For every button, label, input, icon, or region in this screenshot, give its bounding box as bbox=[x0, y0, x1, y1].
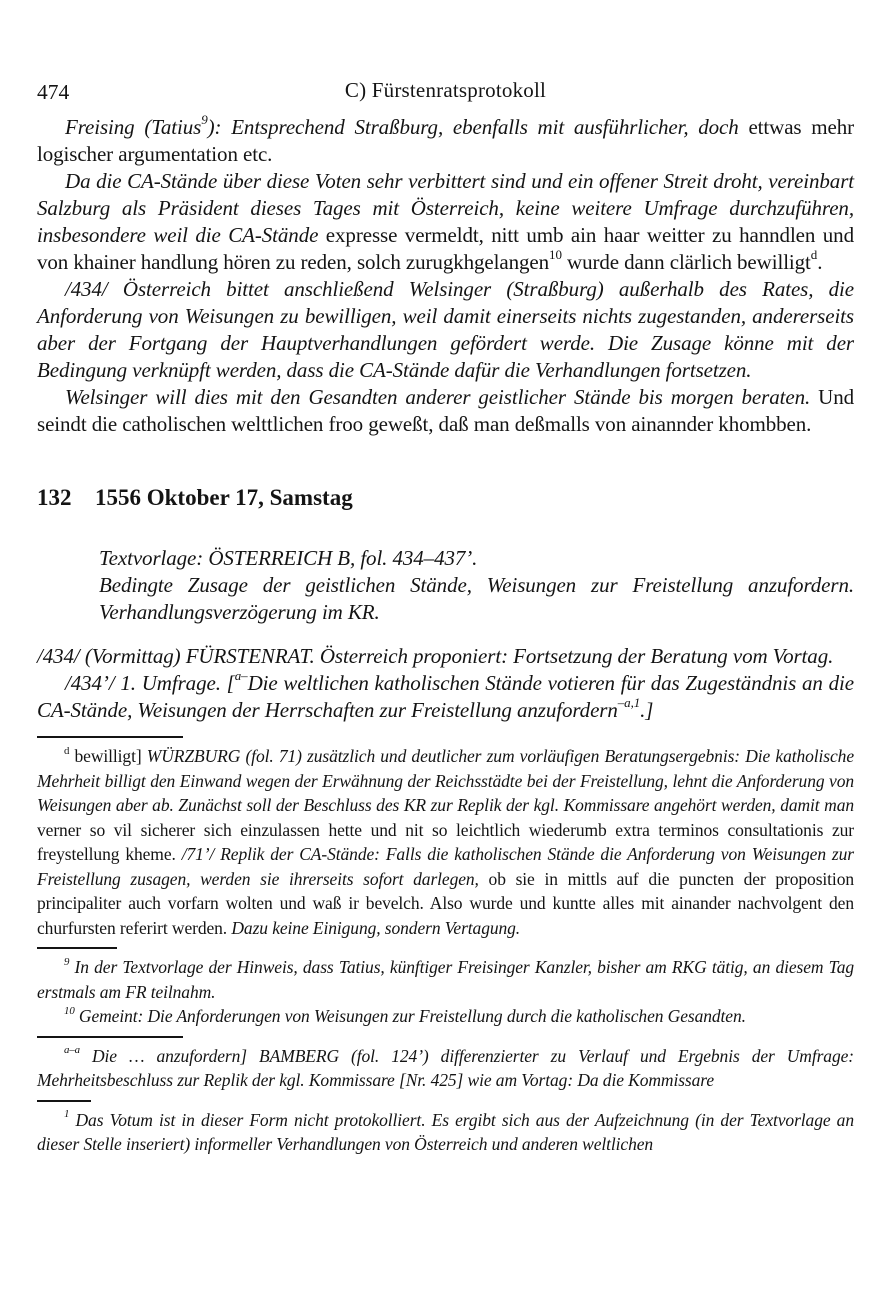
footnote-marker: 10 bbox=[64, 1004, 75, 1017]
footnote-marker: d bbox=[810, 247, 818, 263]
paragraph bbox=[37, 643, 854, 670]
text-segment: Welsinger will dies mit den Gesandten anderer geistlicher Stände bis morgen beraten. bbox=[65, 385, 811, 409]
running-header bbox=[37, 0, 854, 105]
text-segment: WÜRZBURG (fol. 71) zusätzlich und deutlicher zum vorläufigen Beratungsergebnis: Die katholische Mehrheit billigt den Einwand wegen der Erwähnung der Reichsstädte bei der Freistellung, lehnt die Anforderung von Weisungen aber ab. Zunächst soll der Beschluss des KR zur Replik der kgl. Kommissare angehört werden, damit man bbox=[37, 746, 854, 815]
entry-heading bbox=[37, 484, 854, 512]
apparatus-a-group bbox=[37, 1044, 854, 1093]
footnote-area bbox=[37, 736, 854, 1157]
footnote-9 bbox=[37, 955, 854, 1004]
running-header-title: C) Fürstenratsprotokoll bbox=[344, 78, 547, 102]
page-number: 474 bbox=[37, 80, 70, 104]
paragraph bbox=[37, 168, 854, 276]
text-segment: /71’/ Replik der CA-Stände: Falls die katholischen Stände die Anforderung von Weisungen zur Freistellung zusagen, werden sie ihrerseits sofort darlegen, bbox=[37, 844, 854, 889]
entry-date-title: 1556 Oktober 17, Samstag bbox=[95, 485, 353, 510]
text-segment: In der Textvorlage der Hinweis, dass Tatius, künftiger Freisinger Kanzler, bisher am RKG tätig, an diesem Tag erstmals am FR teilnahm. bbox=[37, 957, 854, 1002]
paragraph bbox=[37, 114, 854, 168]
text-segment: .] bbox=[640, 698, 654, 722]
text-segment: Die … anzufordern] BAMBERG (fol. 124’) differenzierter zu Verlauf und Ergebnis der Umfrage: Mehrheitsbeschluss zur Replik der kgl. Kommissare [Nr. 425] wie am Vortag: Da die Kommissare bbox=[37, 1045, 854, 1090]
text-segment: ): Entsprechend Straßburg, ebenfalls mit ausführlicher, doch bbox=[207, 115, 739, 139]
entry-previous-body bbox=[37, 114, 854, 438]
numbered-footnotes-group-1 bbox=[37, 955, 854, 1029]
footnote-marker: 9 bbox=[64, 955, 70, 968]
text-segment: Dazu keine Einigung, sondern Vertagung. bbox=[231, 917, 521, 938]
text-segment: Und seindt die catholischen welttlichen froo geweßt, daß man deßmalls von ainannder khombben. bbox=[37, 385, 854, 436]
text-segment: wurde dann clärlich bewilligt bbox=[561, 250, 811, 274]
text-segment: /434’/ 1. Umfrage. [ bbox=[65, 671, 235, 695]
text-segment: verner so vil sicherer sich einzulassen hette und nit so leichtlich wiederumb extra terminos consultationis zur freystellung kheme. bbox=[37, 819, 854, 864]
source-note-block bbox=[99, 545, 854, 626]
text-segment: /434/ (Vormittag) FÜRSTENRAT. Österreich proponiert: Fortsetzung der Beratung vom Vortag. bbox=[37, 644, 834, 668]
text-segment: Die weltlichen katholischen Stände votieren für das Zugeständnis an die CA-Stände, Weisungen der Herrschaften zur Freistellung anzufordern bbox=[37, 671, 854, 722]
footnote-rule bbox=[37, 1100, 91, 1102]
text-segment: /434/ Österreich bittet anschließend Welsinger (Straßburg) außerhalb des Rates, die Anforderung von Weisungen zu bewilligen, weil damit einerseits nichts zugestanden, andererseits aber der Fortgang der Hauptverhandlungen gefördert werde. Die Zusage könne mit der Bedingung verknüpft werden, dass die CA-Stände dafür die Verhandlungen fortsetzen. bbox=[37, 277, 854, 382]
entry-number: 132 bbox=[37, 485, 72, 510]
text-segment: Bedingte Zusage der geistlichen Stände, Weisungen zur Freistellung anzufordern. Verhandlungsverzögerung im KR. bbox=[99, 573, 854, 624]
numbered-footnotes-group-2 bbox=[37, 1108, 854, 1157]
footnote-marker: 10 bbox=[549, 247, 562, 263]
footnote-marker: a– bbox=[234, 668, 248, 684]
paragraph bbox=[37, 384, 854, 438]
footnote-marker: d bbox=[64, 744, 70, 757]
footnote-rule bbox=[37, 947, 117, 949]
footnote-marker: 9 bbox=[201, 112, 208, 128]
footnote-marker: a–a bbox=[64, 1044, 80, 1057]
text-segment: . bbox=[817, 250, 823, 274]
text-segment: ettwas mehr logischer argumentation etc. bbox=[37, 115, 854, 166]
footnote-rule bbox=[37, 1036, 183, 1038]
footnote-marker: –a,1 bbox=[617, 695, 641, 711]
text-segment: Da die CA-Stände über diese Voten sehr verbittert sind und ein offener Streit droht, vereinbart Salzburg als Präsident dieses Tages mit Österreich, keine weitere Umfrage durchzuführen, insbesondere weil die CA-Stände bbox=[37, 169, 854, 247]
footnote-apparatus-d bbox=[37, 744, 854, 940]
footnote-1 bbox=[37, 1108, 854, 1157]
summary-line bbox=[99, 572, 854, 626]
footnote-10 bbox=[37, 1004, 854, 1029]
footnote-rule bbox=[37, 736, 183, 738]
text-segment: bewilligt] bbox=[69, 746, 147, 766]
apparatus-d-group bbox=[37, 744, 854, 940]
text-column bbox=[37, 0, 854, 1157]
paragraph bbox=[37, 276, 854, 384]
text-segment: Gemeint: Die Anforderungen von Weisungen zur Freistellung durch die katholischen Gesandten. bbox=[74, 1006, 746, 1026]
paragraph bbox=[37, 670, 854, 724]
text-segment: Das Votum ist in dieser Form nicht protokolliert. Es ergibt sich aus der Aufzeichnung (in der Textvorlage an dieser Stelle inseriert) informeller Verhandlungen von Österreich und anderen weltlichen bbox=[37, 1109, 854, 1154]
text-segment: expresse vermeldt, nitt umb ain haar weitter zu hanndlen und von khainer handlung hören zu reden, solch zurugkhgelangen bbox=[37, 223, 854, 274]
text-segment: Freising (Tatius bbox=[65, 115, 202, 139]
text-segment: ob sie in mittls auf die puncten der proposition principaliter auch vorfarn wolten und waß ir bevelch. Also wurde und kuntte alles mit ainander nachvolgent den churfursten referirt werden. bbox=[37, 868, 854, 938]
entry-132-body bbox=[37, 643, 854, 724]
footnote-marker: 1 bbox=[64, 1108, 70, 1121]
source-line bbox=[99, 545, 854, 572]
footnote-apparatus-a bbox=[37, 1044, 854, 1093]
text-segment: Textvorlage: ÖSTERREICH B, fol. 434–437’. bbox=[99, 546, 478, 570]
